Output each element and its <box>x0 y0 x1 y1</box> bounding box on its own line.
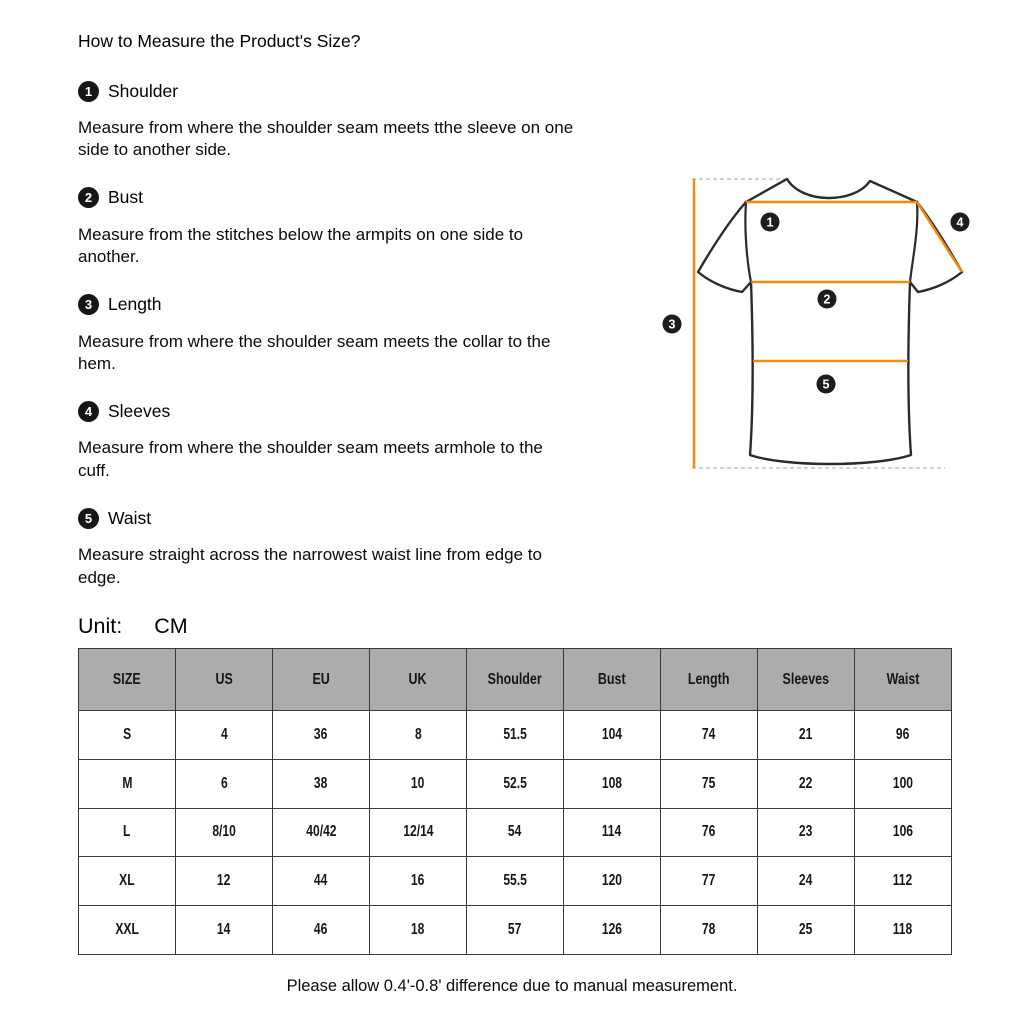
table-row-xxl <box>79 906 952 955</box>
instruction-heading <box>78 507 626 529</box>
header-cell-us: US <box>176 649 273 711</box>
header-cell-length: Length <box>661 649 758 711</box>
description-line: Measure straight across the narrowest waist line from edge to <box>78 545 542 565</box>
instruction-description <box>78 437 626 482</box>
table-cell: 77 <box>661 857 758 906</box>
instruction-item-sleeves <box>78 400 626 482</box>
unit-prefix: Unit: <box>78 614 123 639</box>
instruction-heading <box>78 187 626 209</box>
instruction-description <box>78 224 626 269</box>
step-number-badge: 1 <box>78 81 99 102</box>
step-number-badge: 2 <box>78 187 99 208</box>
diagram-marker-1 <box>761 213 780 232</box>
table-cell: 38 <box>273 759 370 808</box>
table-cell: 74 <box>661 711 758 760</box>
table-cell: 75 <box>661 759 758 808</box>
table-cell: 25 <box>758 906 855 955</box>
instruction-label: Bust <box>108 187 144 208</box>
instruction-item-length <box>78 294 626 376</box>
table-cell: 120 <box>564 857 661 906</box>
instruction-item-waist <box>78 507 626 589</box>
diagram-marker-4 <box>951 213 970 232</box>
instruction-heading <box>78 400 626 422</box>
table-cell: 14 <box>176 906 273 955</box>
table-cell: 12 <box>176 857 273 906</box>
table-cell: S <box>79 711 176 760</box>
instruction-item-bust <box>78 187 626 269</box>
instruction-heading <box>78 294 626 316</box>
table-row-l <box>79 808 952 857</box>
table-cell: 51.5 <box>467 711 564 760</box>
unit-label <box>78 614 626 639</box>
size-table <box>78 648 952 955</box>
description-line: Measure from the stitches below the armpits on one side to <box>78 224 524 244</box>
sleeve-seam-left <box>745 202 751 282</box>
step-number-badge: 3 <box>78 294 99 315</box>
table-cell: M <box>79 759 176 808</box>
table-cell: 104 <box>564 711 661 760</box>
table-cell: 4 <box>176 711 273 760</box>
table-cell: 36 <box>273 711 370 760</box>
table-cell: 57 <box>467 906 564 955</box>
table-cell: 16 <box>370 857 467 906</box>
marker-number: 5 <box>822 377 830 392</box>
unit-value: CM <box>154 614 188 639</box>
description-line: hem. <box>78 354 116 374</box>
table-cell: 12/14 <box>370 808 467 857</box>
measurement-note: Please allow 0.4'-0.8' difference due to manual measurement. <box>286 977 738 995</box>
instructions-column <box>78 31 626 639</box>
table-cell: 52.5 <box>467 759 564 808</box>
instruction-description <box>78 544 626 589</box>
table-cell: 18 <box>370 906 467 955</box>
marker-number: 2 <box>823 292 831 307</box>
marker-number: 4 <box>956 215 964 230</box>
table-cell: 106 <box>855 808 952 857</box>
instruction-description <box>78 331 626 376</box>
table-cell: 23 <box>758 808 855 857</box>
diagram-marker-2 <box>818 290 837 309</box>
table-cell: 40/42 <box>273 808 370 857</box>
header-cell-uk: UK <box>370 649 467 711</box>
table-row-s <box>79 711 952 760</box>
header-cell-shoulder: Shoulder <box>467 649 564 711</box>
table-cell: 44 <box>273 857 370 906</box>
table-cell: 22 <box>758 759 855 808</box>
header-cell-bust: Bust <box>564 649 661 711</box>
table-cell: 55.5 <box>467 857 564 906</box>
diagram-marker-3 <box>663 315 682 334</box>
header-cell-waist: Waist <box>855 649 952 711</box>
description-line: cuff. <box>78 460 110 480</box>
table-cell: 100 <box>855 759 952 808</box>
instruction-label: Waist <box>108 507 152 528</box>
step-number-badge: 4 <box>78 401 99 422</box>
table-row-xl <box>79 857 952 906</box>
size-table-header-row <box>79 649 952 711</box>
marker-number: 3 <box>668 317 676 332</box>
table-cell: 54 <box>467 808 564 857</box>
table-cell: 21 <box>758 711 855 760</box>
tshirt-diagram <box>640 150 1024 490</box>
description-line: Measure from where the shoulder seam meets tthe sleeve on one <box>78 118 574 137</box>
table-cell: 78 <box>661 906 758 955</box>
header-cell-eu: EU <box>273 649 370 711</box>
header-cell-sleeves: Sleeves <box>758 649 855 711</box>
instruction-label: Shoulder <box>108 80 179 101</box>
table-cell: 10 <box>370 759 467 808</box>
step-number-badge: 5 <box>78 508 99 529</box>
description-line: Measure from where the shoulder seam meets the collar to the <box>78 331 551 351</box>
table-cell: 46 <box>273 906 370 955</box>
instruction-item-shoulder <box>78 80 626 162</box>
tshirt-outline <box>698 179 962 464</box>
table-cell: 8/10 <box>176 808 273 857</box>
table-cell: 8 <box>370 711 467 760</box>
table-row-m <box>79 759 952 808</box>
sleeve-line <box>917 202 962 272</box>
table-cell: 6 <box>176 759 273 808</box>
table-cell: 112 <box>855 857 952 906</box>
instruction-description <box>78 117 626 162</box>
table-cell: 118 <box>855 906 952 955</box>
sleeve-seam-right <box>910 202 917 282</box>
table-cell: 114 <box>564 808 661 857</box>
instruction-label: Sleeves <box>108 400 171 421</box>
description-line: edge. <box>78 567 121 587</box>
table-cell: 76 <box>661 808 758 857</box>
table-cell: 126 <box>564 906 661 955</box>
marker-number: 1 <box>766 215 774 230</box>
table-cell: XL <box>79 857 176 906</box>
table-cell: 24 <box>758 857 855 906</box>
instruction-label: Length <box>108 294 162 315</box>
table-cell: 96 <box>855 711 952 760</box>
diagram-marker-5 <box>817 375 836 394</box>
instruction-heading <box>78 80 626 102</box>
header-cell-size: SIZE <box>79 649 176 711</box>
table-cell: L <box>79 808 176 857</box>
page-title: How to Measure the Product's Size? <box>78 31 361 51</box>
description-line: side to another side. <box>78 140 232 160</box>
description-line: Measure from where the shoulder seam meets armhole to the <box>78 438 543 458</box>
table-cell: 108 <box>564 759 661 808</box>
table-cell: XXL <box>79 906 176 955</box>
description-line: another. <box>78 247 140 267</box>
